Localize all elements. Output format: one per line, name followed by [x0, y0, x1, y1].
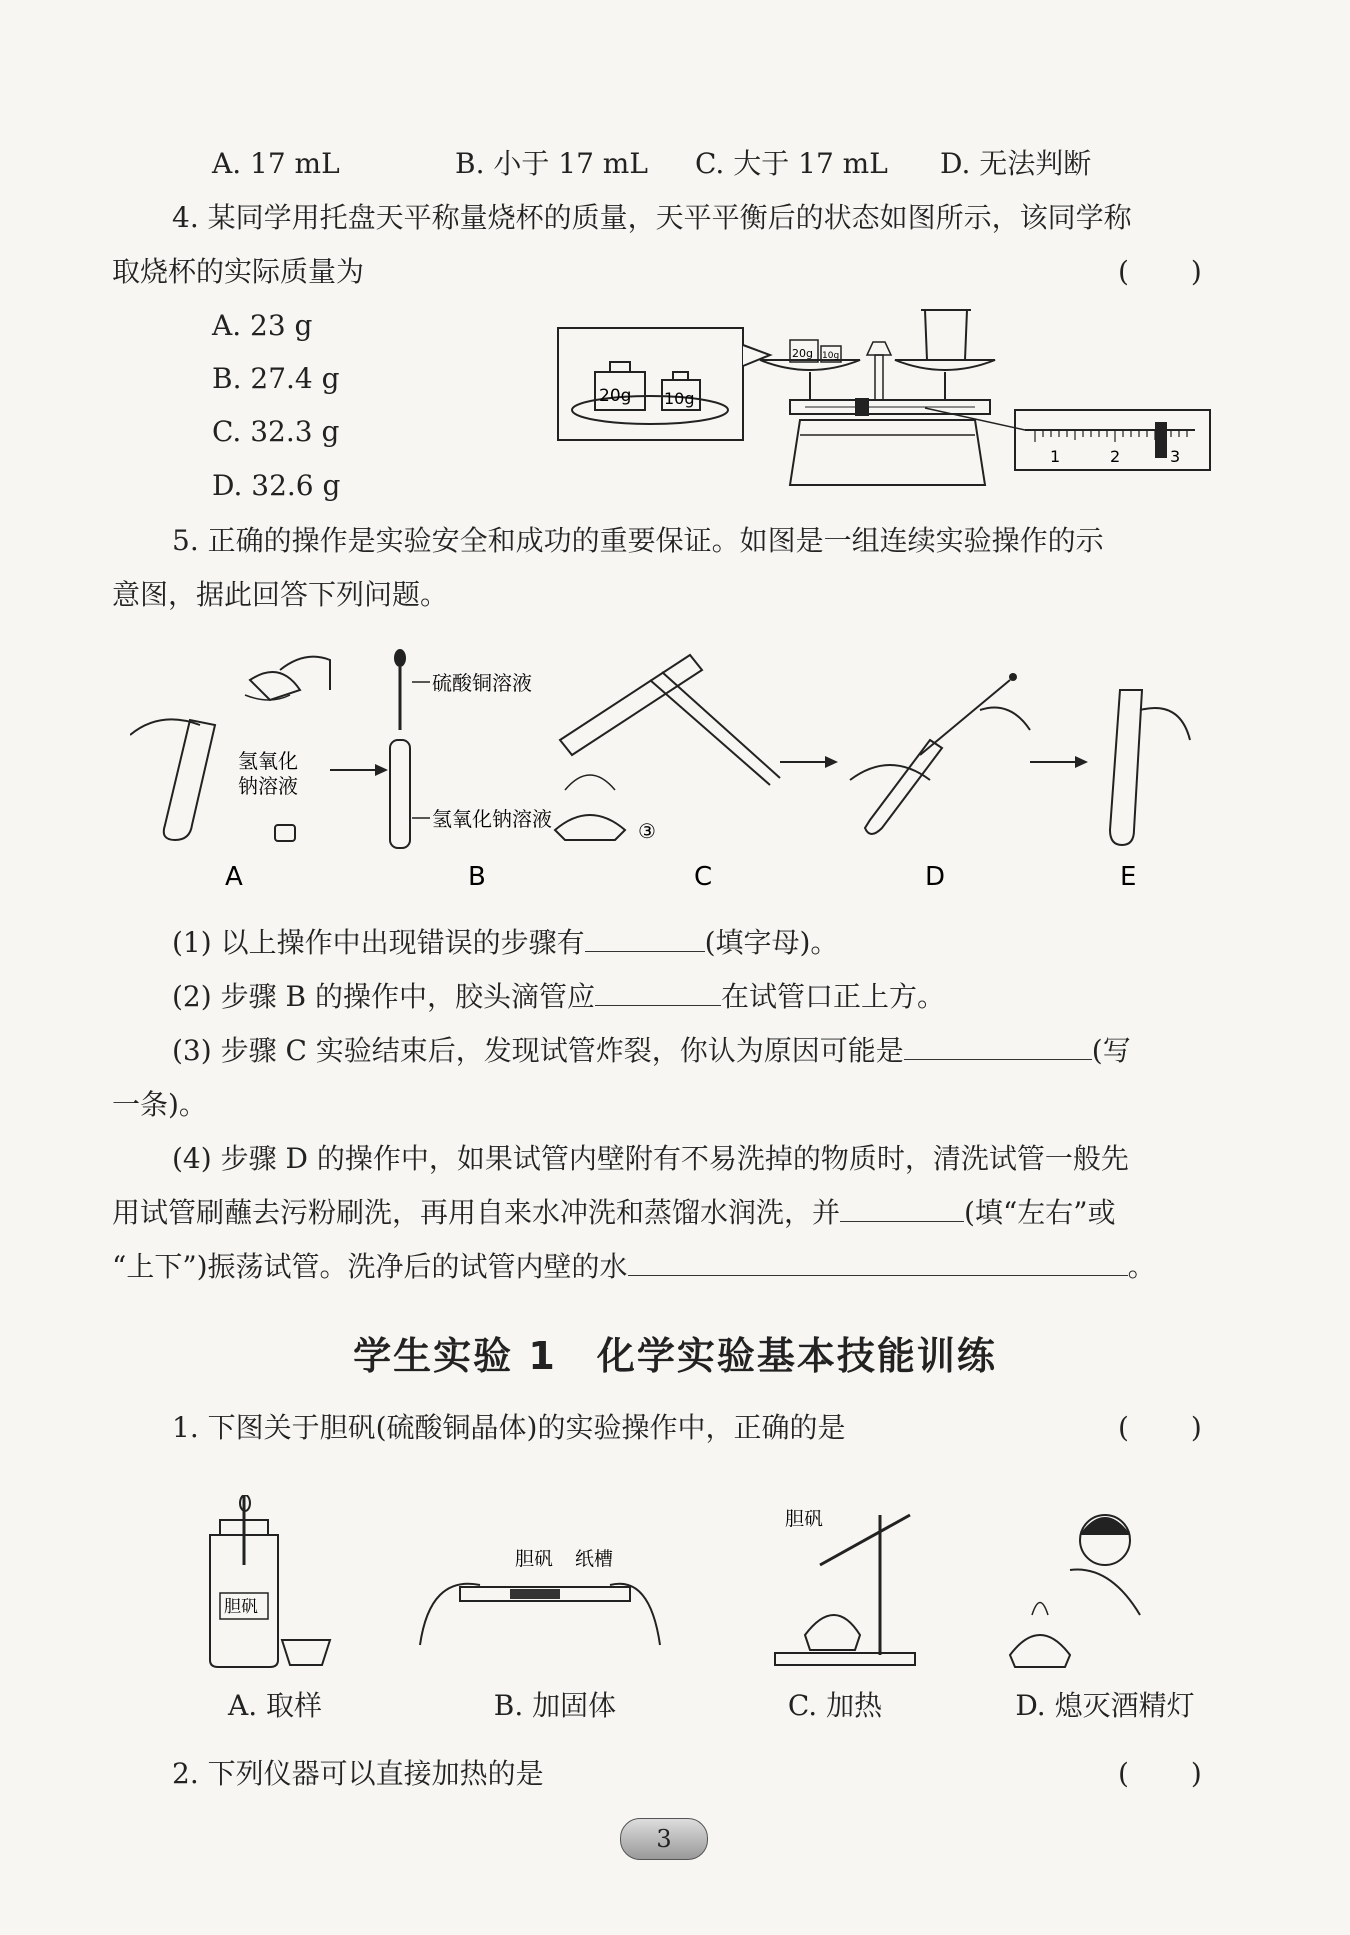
q5-sub1 [172, 925, 838, 961]
page-number: 3 [620, 1818, 708, 1860]
scale-label-1: 1 [1050, 447, 1061, 466]
q5-stem-line1: 5. 正确的操作是实验安全和成功的重要保证。如图是一组连续实验操作的示 [172, 524, 1104, 557]
pan-weight-20g-label: 20g [792, 347, 813, 360]
q5-sub4-line1: (4) 步骤 D 的操作中，如果试管内壁附有不易洗掉的物质时，清洗试管一般先 [172, 1142, 1129, 1175]
step-a-test-tube [164, 720, 215, 840]
step-e-drawing [1110, 690, 1190, 845]
q3-option-b: B. 小于 17 mL [455, 147, 648, 180]
q5-sub1-text-b: (填字母)。 [704, 926, 839, 959]
q5-sub1-text-a: (1) 以上操作中出现错误的步骤有 [172, 926, 585, 959]
fig-a-label: 胆矾 [224, 1597, 258, 1617]
q5-sub3-blank[interactable] [904, 1033, 1092, 1060]
q3-option-a: A. 17 mL [212, 147, 340, 180]
s1-q1-stem: 1. 下图关于胆矾(硫酸铜晶体)的实验操作中，正确的是 [172, 1411, 846, 1444]
fig-caption-b: B. 加固体 [493, 1689, 617, 1722]
inset-weight-20g-label: 20g [599, 386, 632, 406]
q3-option-c: C. 大于 17 mL [695, 147, 888, 180]
q4-option-d: D. 32.6 g [212, 469, 341, 502]
fig-c-drawing [775, 1508, 915, 1665]
pan-weight-10g-label: 10g [822, 351, 840, 361]
step-b-test-tube [390, 740, 410, 848]
step-c-drawing [555, 655, 780, 843]
fig-caption-a: A. 取样 [227, 1689, 323, 1722]
fig-caption-c: C. 加热 [787, 1689, 883, 1722]
step-c-flame [565, 775, 615, 790]
q5-sub4-line3 [112, 1249, 1156, 1285]
fig-d-burner [1010, 1635, 1070, 1667]
fig-d-drawing [1010, 1515, 1140, 1667]
s1-q1-figures [190, 1495, 1200, 1675]
q5-sub4-text-d: “上下”)振荡试管。洗净后的试管内壁的水 [112, 1250, 628, 1283]
step-c-label: ③ [638, 819, 656, 843]
scale-rider [1155, 422, 1167, 458]
q5-sub2-blank[interactable] [595, 979, 721, 1006]
inset-weight-10g-label: 10g [664, 389, 695, 408]
q4-stem-line2: 取烧杯的实际质量为 [112, 255, 365, 288]
q5-sub4-text-c: (填“左右”或 [964, 1196, 1116, 1229]
step-d-drawing [850, 673, 1030, 834]
step-b-label-naoh: 氢氧化钠溶液 [432, 807, 552, 831]
step-b-drawing [390, 649, 552, 848]
step-d-hand-right [980, 708, 1030, 731]
q5-sub4-text-b: 用试管刷蘸去污粉刷洗，再用自来水冲洗和蒸馏水润洗，并 [112, 1196, 841, 1229]
step-letter-a: A [225, 862, 243, 890]
step-letter-d: D [925, 862, 946, 890]
q5-sub3-text-b: (写 [1091, 1034, 1131, 1067]
step-c-burner [555, 815, 625, 840]
fig-b-hand-left [420, 1584, 480, 1645]
s1-q2-answer-paren: ( ) [1118, 1757, 1204, 1790]
s1-q1-answer-paren: ( ) [1118, 1411, 1204, 1444]
step-e-hand [1140, 708, 1190, 740]
q5-sub3 [172, 1033, 1131, 1069]
scale-label-3: 3 [1170, 447, 1181, 466]
beaker [925, 310, 967, 360]
step-a-bottle [250, 672, 300, 700]
scale-label-2: 2 [1110, 447, 1121, 466]
q3-option-d: D. 无法判断 [940, 147, 1092, 180]
step-d-hand-left [850, 765, 930, 780]
fig-b-hand-right [610, 1584, 660, 1645]
step-d-brush [920, 680, 1010, 755]
fig-c-test-tube [820, 1515, 910, 1565]
rider [855, 398, 869, 416]
step-letter-c: C [694, 862, 713, 890]
step-a-drawing [130, 657, 330, 841]
q5-sub4-line2 [112, 1195, 1116, 1231]
fig-b-paper-trough [510, 1589, 560, 1599]
q5-sub4-text-e: 。 [1127, 1250, 1156, 1283]
fig-a-drawing [210, 1495, 330, 1667]
step-b-dropper-bulb [394, 649, 406, 667]
q5-sub4-blank2[interactable] [628, 1249, 1128, 1276]
step-c-holder [650, 680, 770, 785]
step-a-hand [130, 719, 200, 735]
fig-b-label-1: 胆矾 [515, 1548, 554, 1570]
q4-answer-paren: ( ) [1118, 255, 1204, 288]
fig-caption-d: D. 熄灭酒精灯 [1015, 1689, 1195, 1722]
fig-d-flame [1032, 1603, 1048, 1616]
step-c-test-tube [560, 655, 702, 755]
q4-option-b: B. 27.4 g [212, 362, 340, 395]
q4-option-c: C. 32.3 g [212, 415, 340, 448]
q5-stem-line2: 意图，据此回答下列问题。 [112, 578, 449, 611]
step-e-test-tube [1110, 690, 1142, 845]
step-d-test-tube [865, 740, 942, 834]
step-a-stopper [275, 825, 295, 841]
fig-b-drawing [420, 1548, 660, 1645]
step-letter-e: E [1120, 862, 1137, 890]
q4-stem-line1: 4. 某同学用托盘天平称量烧杯的质量，天平平衡后的状态如图所示，该同学称 [172, 201, 1132, 234]
balance-figure [555, 300, 1215, 500]
step-b-label-cuso4: 硫酸铜溶液 [432, 671, 532, 695]
step-a-label-line1: 氢氧化 [238, 749, 298, 773]
fig-b-label-2: 纸槽 [575, 1548, 614, 1570]
q5-sub3-text-a: (3) 步骤 C 实验结束后，发现试管炸裂，你认为原因可能是 [172, 1034, 904, 1067]
q5-sub2-text-b: 在试管口正上方。 [720, 980, 945, 1013]
step-letter-b: B [468, 862, 486, 890]
right-pan [895, 360, 995, 370]
q5-sub4-blank1[interactable] [840, 1195, 964, 1222]
q5-sub2 [172, 979, 945, 1015]
balance-base [790, 420, 985, 485]
fig-c-burner [805, 1615, 860, 1650]
experiment-steps-figure [130, 640, 1220, 890]
q4-option-a: A. 23 g [212, 309, 313, 342]
q5-sub3-cont: 一条)。 [112, 1088, 207, 1121]
fig-a-dish [282, 1640, 330, 1665]
s1-q2-stem: 2. 下列仪器可以直接加热的是 [172, 1757, 544, 1790]
q5-sub2-text-a: (2) 步骤 B 的操作中，胶头滴管应 [172, 980, 595, 1013]
section-title: 学生实验 1 化学实验基本技能训练 [353, 1334, 997, 1378]
q5-sub1-blank[interactable] [585, 925, 705, 952]
fig-c-label: 胆矾 [785, 1508, 824, 1530]
step-a-label-line2: 钠溶液 [238, 774, 298, 798]
